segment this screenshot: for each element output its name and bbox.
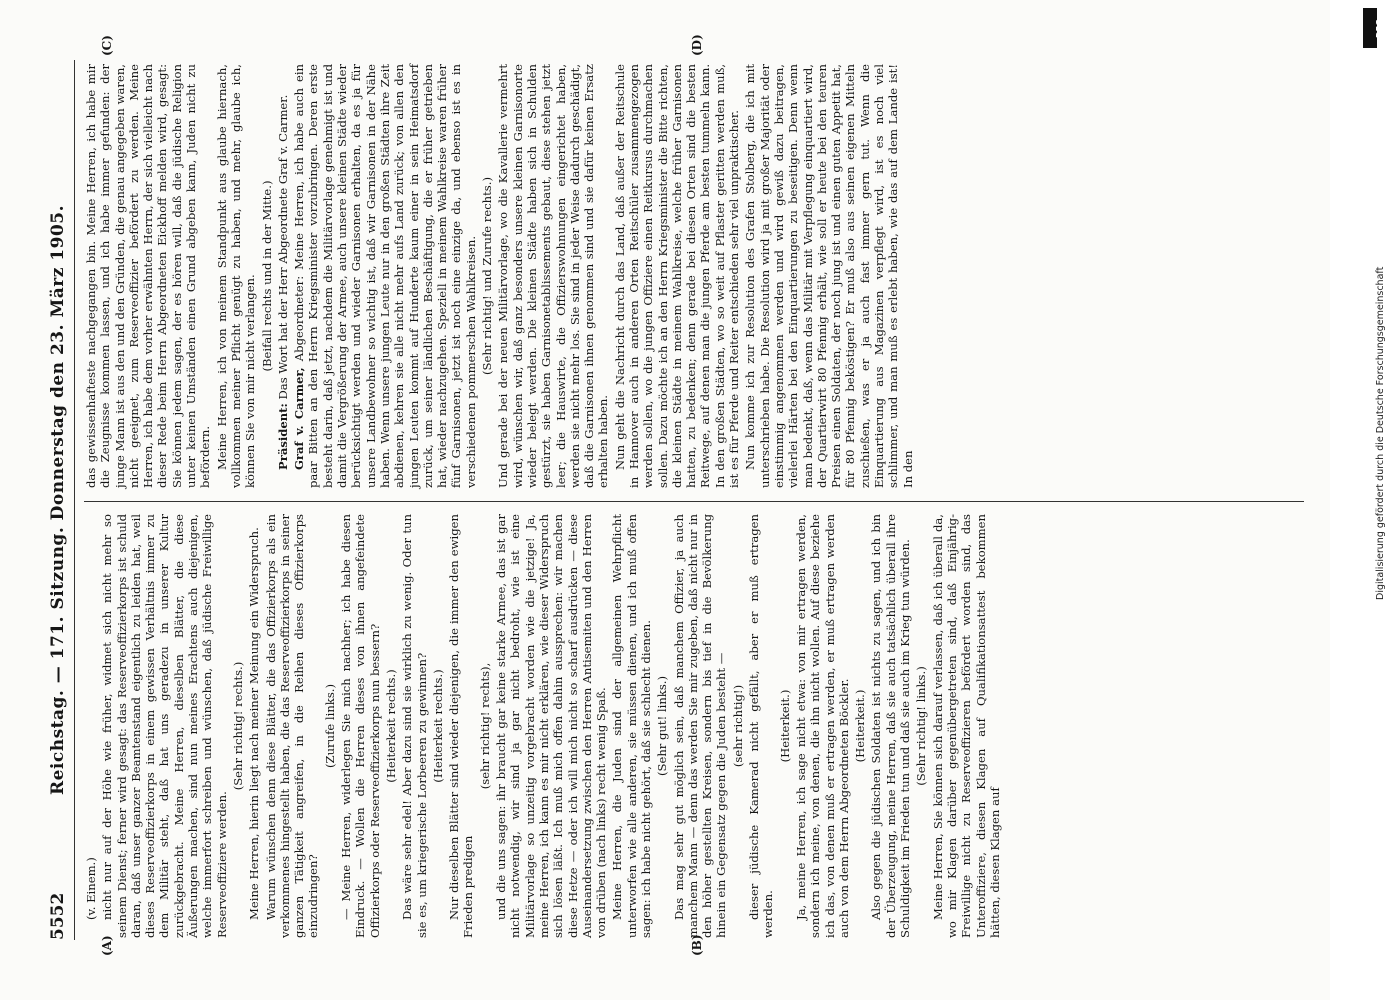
paragraph: [264, 514, 321, 938]
paragraph-text: (Beifall rechts und in der Mitte.): [259, 180, 274, 372]
paragraph-text: Und gerade bei der neuen Militärvorlage, wo die Kavallerie vermehrt wird, wünschen wir, daß ganz besonders unsere kleinen Garnisonorte wieder belegt werden. Die kleinen Städte haben sich in Schulden gestürzt, sie haben Garnisonetablissements gebaut, diese stehen jetzt leer; die Hauswirte, die Offizierswohnungen eingerichtet haben, werden sie nicht mehr los. Sie sind in jeder Weise dadurch geschädigt, daß die Garnisonen ihnen genommen sind und sie dafür keinen Ersatz erhalten haben.: [496, 64, 611, 488]
paragraph-text: Nur dieselben Blätter sind wieder diejenigen, die immer den ewigen Frieden predigen: [447, 514, 476, 938]
paragraph: [84, 514, 98, 938]
margin-marker-b: (B): [690, 934, 704, 956]
page-number: 5552: [48, 892, 68, 940]
paragraph-text: Meine Herren, die Juden sind der allgemeinen Wehrpflicht unterworfen wie alle anderen, sie müssen dienen, und ich muß offen sagen: ich habe nicht gehört, daß sie schlecht dienen.: [610, 514, 653, 938]
paragraph-text: (Heiterkeit.): [853, 689, 868, 763]
paragraph-text: das gewissenhafteste nachgegangen bin. Meine Herren, ich habe mir die Zeugnisse kommen lassen, und ich habe immer gefunden: der junge Mann ist aus den und den Gründen, die genau angegeben waren, nicht geeignet, zum Reserveoffizier befördert zu werden. Meine Herren, ich habe dem vorher erwähnten Herrn, der sich vielleicht nach dieser Rede beim Herrn Abgeordneten Eickhoff melden wird, gesagt: Sie können jedem sagen, der es hören will, daß die jüdische Religion unter keinen Umständen einen Grund abgeben kann, Juden nicht zu befördern.: [84, 64, 213, 488]
interjection: [260, 64, 274, 488]
paragraph: [84, 64, 213, 488]
paragraph: [215, 64, 258, 488]
paragraph: [743, 64, 915, 488]
paragraph-text: (v. Einem.): [84, 857, 98, 920]
paragraph: [339, 514, 382, 938]
paragraph-text: Nun komme ich zur Resolution des Grafen Stolberg, die ich mit unterschrieben habe. Die Resolution wird ja mit großer Majorität oder einstimmig angenommen werden und wird gewiß dazu beitragen, vielerlei Härten bei den Einquartierungen zu beseitigen. Denn wenn man bedenkt, daß, wenn das Militär mit Verpflegung einquartiert wird, der Quartierwirt 80 Pfennig erhält, wie soll er heute bei den teuren Preisen einen Soldaten, der noch jung ist und einen guten Appetit hat, für 80 Pfennig beköstigen? Er muß also aus seinen eigenen Mitteln zuschießen, was er ja auch fast immer gern tut. Wenn die Einquartierung aus Magazinen verpflegt wird, ist es noch viel schlimmer, und man muß es erlebt haben, wie das auf dem Lande ist! In den: [743, 64, 915, 488]
interjection: [853, 514, 867, 938]
paragraph: [747, 514, 776, 938]
speaker-name: Präsident:: [275, 403, 290, 470]
paragraph-text: Nun geht die Nachricht durch das Land, daß außer der Reitschule in Hannover auch in anderen Orten Reitschüler zusammengezogen werden sollen, wo die jungen Offiziere einen Reitkursus durchmachen sollen. Dazu möchte ich an den Herrn Kriegsminister die Bitte richten, die kleinen Städte in meinem Wahlkreise, welche früher Garnisonen hatten, zu bedenken; denn gerade bei diesen Orten sind die besten Reitwege, auf denen man die jungen Pferde am besten tummeln kann. In den großen Städten, wo so weit auf Pflaster geritten werden muß, ist es für Pferde und Reiter entschieden sehr viel unpraktischer.: [612, 64, 742, 488]
paragraph: [613, 64, 742, 488]
page-title: Reichstag. — 171. Sitzung. Donnerstag den 23. März 1905.: [48, 204, 68, 796]
interjection: [384, 514, 398, 938]
paragraph: [672, 514, 729, 938]
paragraph-text: Ja, meine Herren, ich sage nicht etwa: von mir ertragen werden, sondern ich meine, von denen, die ihn nicht wollen. Auf diese beziehe ich das, von denen muß er ertragen werden, er muß ertragen werden auch von dem Herrn Abgeordneten Böckler.: [793, 514, 851, 938]
paragraph-text: Meine Herren, Sie können sich darauf verlassen, daß ich überall da, wo mir Klagen darüber gegenübergetreten sind, daß Einjährig-Freiwillige nicht zu Reserveoffizieren befördert worden sind, das Unteroffiziere, diesen Klagen auf Qualifikationsattest bekommen hätten, diesen Klagen auf: [930, 514, 1002, 938]
paragraph-text: (Heiterkeit rechts.): [383, 669, 398, 783]
header-rule: [74, 60, 75, 940]
paragraph: [447, 514, 476, 938]
paragraph-text: (Sehr richtig! rechts.): [230, 661, 245, 791]
paragraph-text: Meine Herren, hierin liegt nach meiner Meinung ein Widerspruch.: [247, 527, 262, 920]
paragraph: [276, 64, 290, 488]
right-column: [84, 64, 917, 488]
paragraph-text: dieser jüdische Kamerad nicht gefällt, aber er muß ertragen werden.: [747, 514, 776, 938]
paragraph: [292, 64, 478, 488]
paragraph-text: (Sehr richtig! und Zurufe rechts.): [480, 177, 495, 375]
paragraph-text: (sehr richtig! rechts),: [477, 662, 492, 790]
paragraph-text: nicht nur auf der Höhe wie früher, widmet sich nicht mehr so seinem Dienst; ferner wird gesagt: das Reserveoffizierkorps ist schuld daran, daß unser ganzer Beamtenstand eigentlich zu leiden hat, weil dieses Reserveoffizierkorps in einem gewissen Verhältnis immer zu dem Militär steht, daß hat uns geradezu in unserer Kultur zurückgebracht. Meine Herren, dieselben Blätter, die diese Äußerungen machen, sind nun meines Erachtens auch diejenigen, welche immerfort schreiben und wünschen, daß jüdische Freiwillige Reserveoffiziere werden.: [100, 514, 229, 938]
paragraph-text: Das wäre sehr edel! Aber dazu sind sie wirklich zu wenig. Oder tun sie es, um kriegerische Lorbeeren zu gewinnen?: [400, 514, 429, 938]
paragraph: [610, 514, 653, 938]
interjection: [778, 514, 792, 938]
interjection: [231, 514, 245, 938]
paragraph-text: (Heiterkeit.): [777, 689, 792, 763]
paragraph-text: (Zurufe links.): [322, 684, 337, 768]
interjection: [655, 514, 669, 938]
interjection: [478, 514, 492, 938]
paragraph-text: Meine Herren, ich von meinem Standpunkt aus glaube hiernach, vollkommen meiner Pflicht genügt zu haben, und mehr, glaube ich, können Sie von mir nicht verlangen.: [214, 64, 258, 488]
paragraph-text: (Sehr richtig! links.): [914, 666, 929, 786]
paragraph: [494, 514, 608, 938]
paragraph-text: Warum wünschen denn diese Blätter, die das Offizierkorps als ein verkommenes hingestellt haben, die das Reserveoffizierkorps in seiner ganzen Tätigkeit angreifen, in die Reihen dieses Offizierkorps einzudringen?: [263, 514, 321, 938]
interjection: [431, 514, 445, 938]
paragraph: [100, 514, 229, 938]
interjection: [914, 514, 928, 938]
interjection: [323, 514, 337, 938]
column-divider: [84, 501, 1304, 502]
interjection: [480, 64, 494, 488]
paragraph-text: (Sehr gut! links.): [655, 676, 670, 776]
paragraph-text: — Meine Herren, widerlegen Sie mich nachher; ich habe diesen Eindruck. — Wollen die Herren dieses von ihnen angefeindete Offizierkorps oder Reserveoffizierkorps nun bessern?: [339, 514, 382, 938]
digitization-credit: Digitalisierung gefördert durch die Deutsche Forschungsgemeinschaft: [1375, 266, 1386, 600]
paragraph-text: (sehr richtig!): [730, 684, 745, 768]
paragraph-text: Das Wort hat der Herr Abgeordnete Graf v. Carmer.: [275, 94, 290, 400]
paragraph-text: Das mag sehr gut möglich sein, daß manchem Offizier, ja auch manchem Mann — denn das werden Sie mir zugeben, daß nicht nur in den höher gestellten Kreisen, sondern bis tief in die Bevölkerung hinein ein Gegensatz gegen die Juden besteht —: [671, 514, 729, 938]
paragraph-text: (Heiterkeit rechts.): [430, 669, 445, 783]
margin-marker-a: (A): [100, 935, 114, 956]
paragraph-text: und die uns sagen: ihr braucht gar keine starke Armee, das ist gar nicht notwendig, wir sind ja gar nicht bedroht, wie ist eine Militärvorlage so unzeitig vorgebracht worden wie die jetzige! Ja, meine Herren, ich kann es mir nicht erklären, wie dieser Widerspruch sich lösen läßt. Ich muß mich offen dahin aussprechen: wir machen diese Hetze — oder ich will mich nicht so scharf ausdrücken — diese Auseinandersetzung zwischen den Herren Antisemiten und den Herren von drüben (nach links) recht wenig Spaß.: [494, 514, 609, 938]
paragraph: [869, 514, 912, 938]
interjection: [731, 514, 745, 938]
dfg-logo: DFG: [1363, 8, 1377, 48]
paragraph: [247, 514, 261, 938]
paragraph-text: Abgeordneter: Meine Herren, ich habe auch ein paar Bitten an den Herrn Kriegsminister vorzubringen. Deren erste besteht darin, daß jetzt, nachdem die Militärvorlage genehmigt ist und damit die Vergrößerung der Armee, auch unsere kleinen Städte wieder berücksichtigt werden und wieder Garnisonen erhalten, da es ja für unsere Landbewohner so wichtig ist, daß wir Garnisonen in der Nähe haben. Wenn unsere jungen Leute nur in den großen Städten ihre Zeit abdienen, kehren sie alle nicht mehr aufs Land zurück; von allen den jungen Leuten kommt auf Hunderte kaum einer in sein Heimatsdorf zurück, um seiner ländlichen Beschäftigung, die er früher getrieben hat, wieder nachzugehen. Speziell in meinem Wahlkreise waren früher fünf Garnisonen, jetzt ist noch eine einzige da, und ebenso ist es in verschiedenen pommerschen Wahlkreisen.: [292, 64, 478, 488]
left-column: [84, 514, 1004, 938]
paragraph: [496, 64, 610, 488]
paragraph: [794, 514, 851, 938]
paragraph: [931, 514, 1002, 938]
paragraph-text: Also gegen die jüdischen Soldaten ist nichts zu sagen, und ich bin der Überzeugung, meine Herren, daß sie auch tatsächlich überall ihre Schuldigkeit im Frieden tun und daß sie auch im Krieg tun würden.: [869, 514, 913, 938]
speaker-name: Graf v. Carmer,: [292, 367, 307, 470]
margin-marker-c: (C): [100, 35, 114, 56]
margin-marker-d: (D): [690, 34, 704, 56]
paragraph: [400, 514, 429, 938]
page-header: [44, 60, 70, 940]
